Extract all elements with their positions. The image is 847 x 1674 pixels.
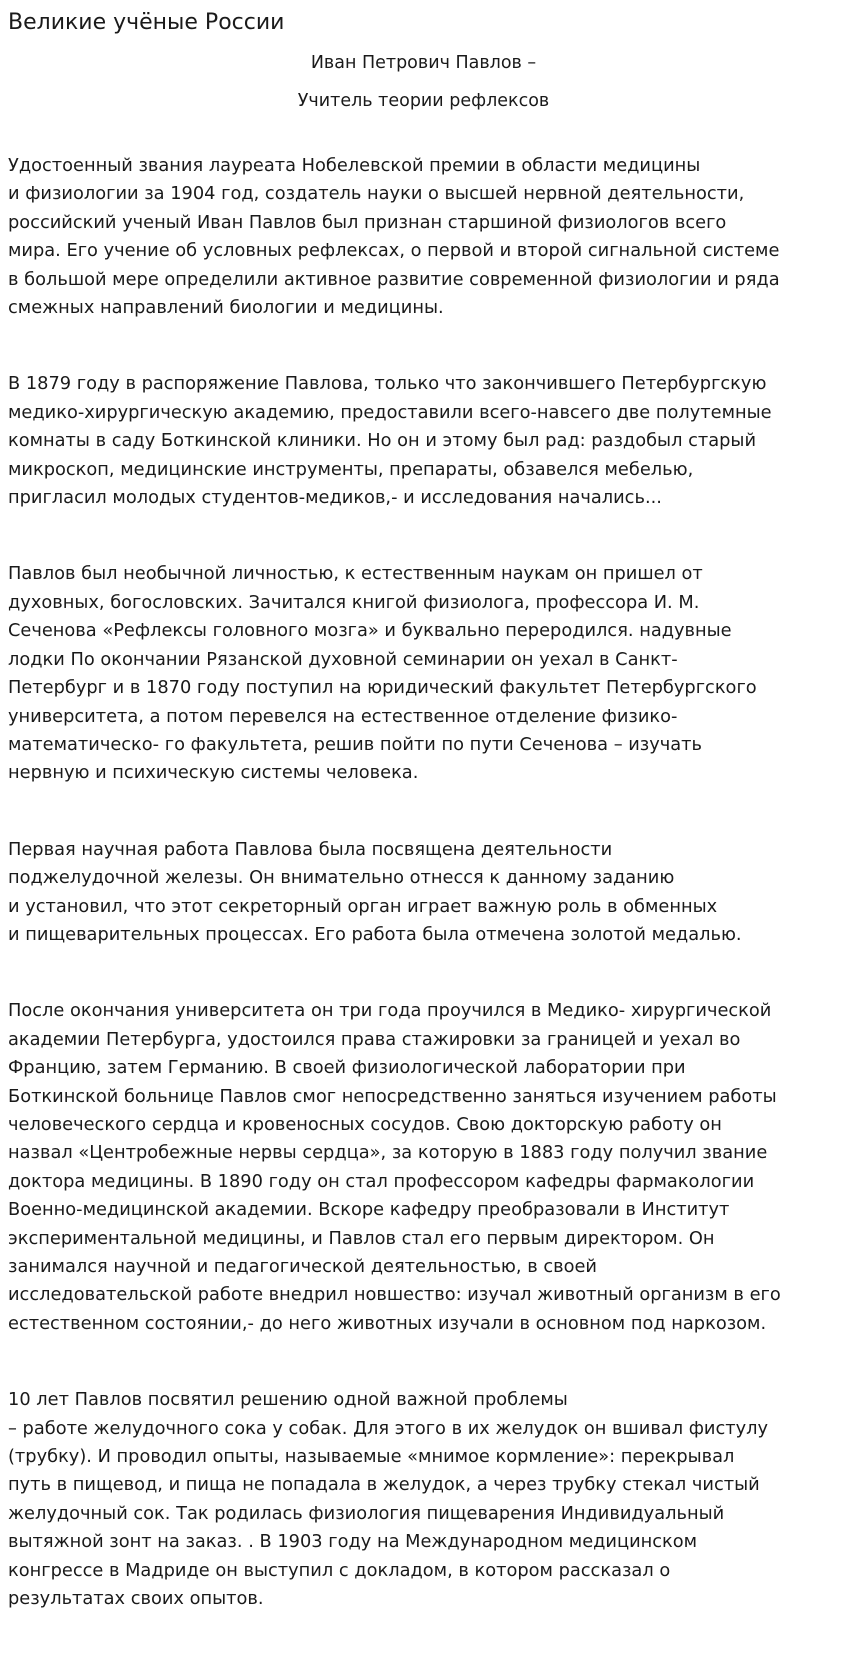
text-line: микроскоп, медицинские инструменты, препараты, обзавелся мебелью, xyxy=(8,458,694,480)
text-line: математическо- го факультета, решив пойти по пути Сеченова – изучать xyxy=(8,733,703,755)
text-line: После окончания университета он три года проучился в Медико- хирургической xyxy=(8,1000,772,1022)
text-line: смежных направлений биологии и медицины. xyxy=(8,297,444,319)
text-line: экспериментальной медицины, и Павлов стал его первым директором. Он xyxy=(8,1227,715,1249)
text-line: – работе желудочного сока у собак. Для этого в их желудок он вшивал фистулу xyxy=(8,1417,769,1439)
text-line: исследовательской работе внедрил новшество: изучал животный организм в его xyxy=(8,1284,781,1306)
text-line: медико-хирургическую академию, предоставили всего-навсего две полутемные xyxy=(8,401,772,423)
text-line: занимался научной и педагогической деятельностью, в своей xyxy=(8,1256,597,1277)
page-title: Великие учёные России xyxy=(8,10,285,35)
article-body xyxy=(8,152,839,1613)
text-line: Францию, затем Германию. В своей физиологической лаборатории при xyxy=(8,1057,686,1079)
text-line: и физиологии за 1904 год, создатель науки о высшей нервной деятельности, xyxy=(8,183,745,205)
text-line: путь в пищевод, и пища не попадала в желудок, а через трубку стекал чистый xyxy=(8,1474,760,1496)
text-line: человеческого сердца и кровеносных сосудов. Свою докторскую работу он xyxy=(8,1113,722,1135)
text-line: академии Петербурга, удостоился права стажировки за границей и уехал во xyxy=(8,1028,741,1050)
text-line: и пищеварительных процессах. Его работа была отмечена золотой медалью. xyxy=(8,923,742,945)
text-line: назвал «Центробежные нервы сердца», за которую в 1883 году получил звание xyxy=(8,1142,768,1164)
text-line: желудочный сок. Так родилась физиология пищеварения Индивидуальный xyxy=(8,1502,725,1524)
paragraph xyxy=(8,1386,839,1613)
subtitle-role: Учитель теории рефлексов xyxy=(297,91,550,111)
text-line: в большой мере определили активное развитие современной физиологии и ряда xyxy=(8,268,780,290)
text-line: вытяжной зонт на заказ. . В 1903 году на Международном медицинском xyxy=(8,1531,698,1553)
text-line: результатах своих опытов. xyxy=(8,1588,264,1610)
paragraph xyxy=(8,152,839,322)
text-line: Удостоенный звания лауреата Нобелевской премии в области медицины xyxy=(8,155,701,176)
text-line: 10 лет Павлов посвятил решению одной важной проблемы xyxy=(8,1389,568,1411)
text-line: Военно-медицинской академии. Вскоре кафедру преобразовали в Институт xyxy=(8,1199,730,1221)
text-line: естественном состоянии,- до него животных изучали в основном под наркозом. xyxy=(8,1312,767,1334)
text-line: комнаты в саду Боткинской клиники. Но он и этому был рад: раздобыл старый xyxy=(8,430,757,452)
text-line: (трубку). И проводил опыты, называемые «мнимое кормление»: перекрывал xyxy=(8,1446,735,1468)
paragraph xyxy=(8,836,839,950)
text-line: конгрессе в Мадриде он выступил с докладом, в котором рассказал о xyxy=(8,1559,671,1581)
text-line: мира. Его учение об условных рефлексах, о первой и второй сигнальной системе xyxy=(8,240,780,262)
text-line: российский ученый Иван Павлов был признан старшиной физиологов всего xyxy=(8,211,727,233)
text-line: В 1879 году в распоряжение Павлова, только что закончившего Петербургскую xyxy=(8,373,767,395)
text-line: и установил, что этот секреторный орган играет важную роль в обменных xyxy=(8,895,718,917)
text-line: Павлов был необычной личностью, к естественным наукам он пришел от xyxy=(8,563,703,585)
text-line: лодки По окончании Рязанской духовной семинарии он уехал в Санкт- xyxy=(8,648,678,670)
text-line: университета, а потом перевелся на естественное отделение физико- xyxy=(8,705,678,727)
subtitle-name: Иван Петрович Павлов – xyxy=(310,53,537,73)
text-line: поджелудочной железы. Он внимательно отнесся к данному заданию xyxy=(8,867,675,889)
text-line: пригласил молодых студентов-медиков,- и исследования начались... xyxy=(8,487,662,509)
paragraph xyxy=(8,560,839,787)
text-line: доктора медицины. В 1890 году он стал профессором кафедры фармакологии xyxy=(8,1170,755,1192)
text-line: духовных, богословских. Зачитался книгой физиолога, профессора И. М. xyxy=(8,591,700,613)
text-line: Боткинской больнице Павлов смог непосредственно заняться изучением работы xyxy=(8,1085,777,1107)
text-line: Первая научная работа Павлова была посвящена деятельности xyxy=(8,838,613,860)
paragraph xyxy=(8,370,839,512)
text-line: Петербург и в 1870 году поступил на юридический факультет Петербургского xyxy=(8,677,757,699)
paragraph xyxy=(8,997,839,1338)
text-line: Сеченова «Рефлексы головного мозга» и буквально переродился. надувные xyxy=(8,620,732,642)
text-line: нервную и психическую системы человека. xyxy=(8,762,419,784)
